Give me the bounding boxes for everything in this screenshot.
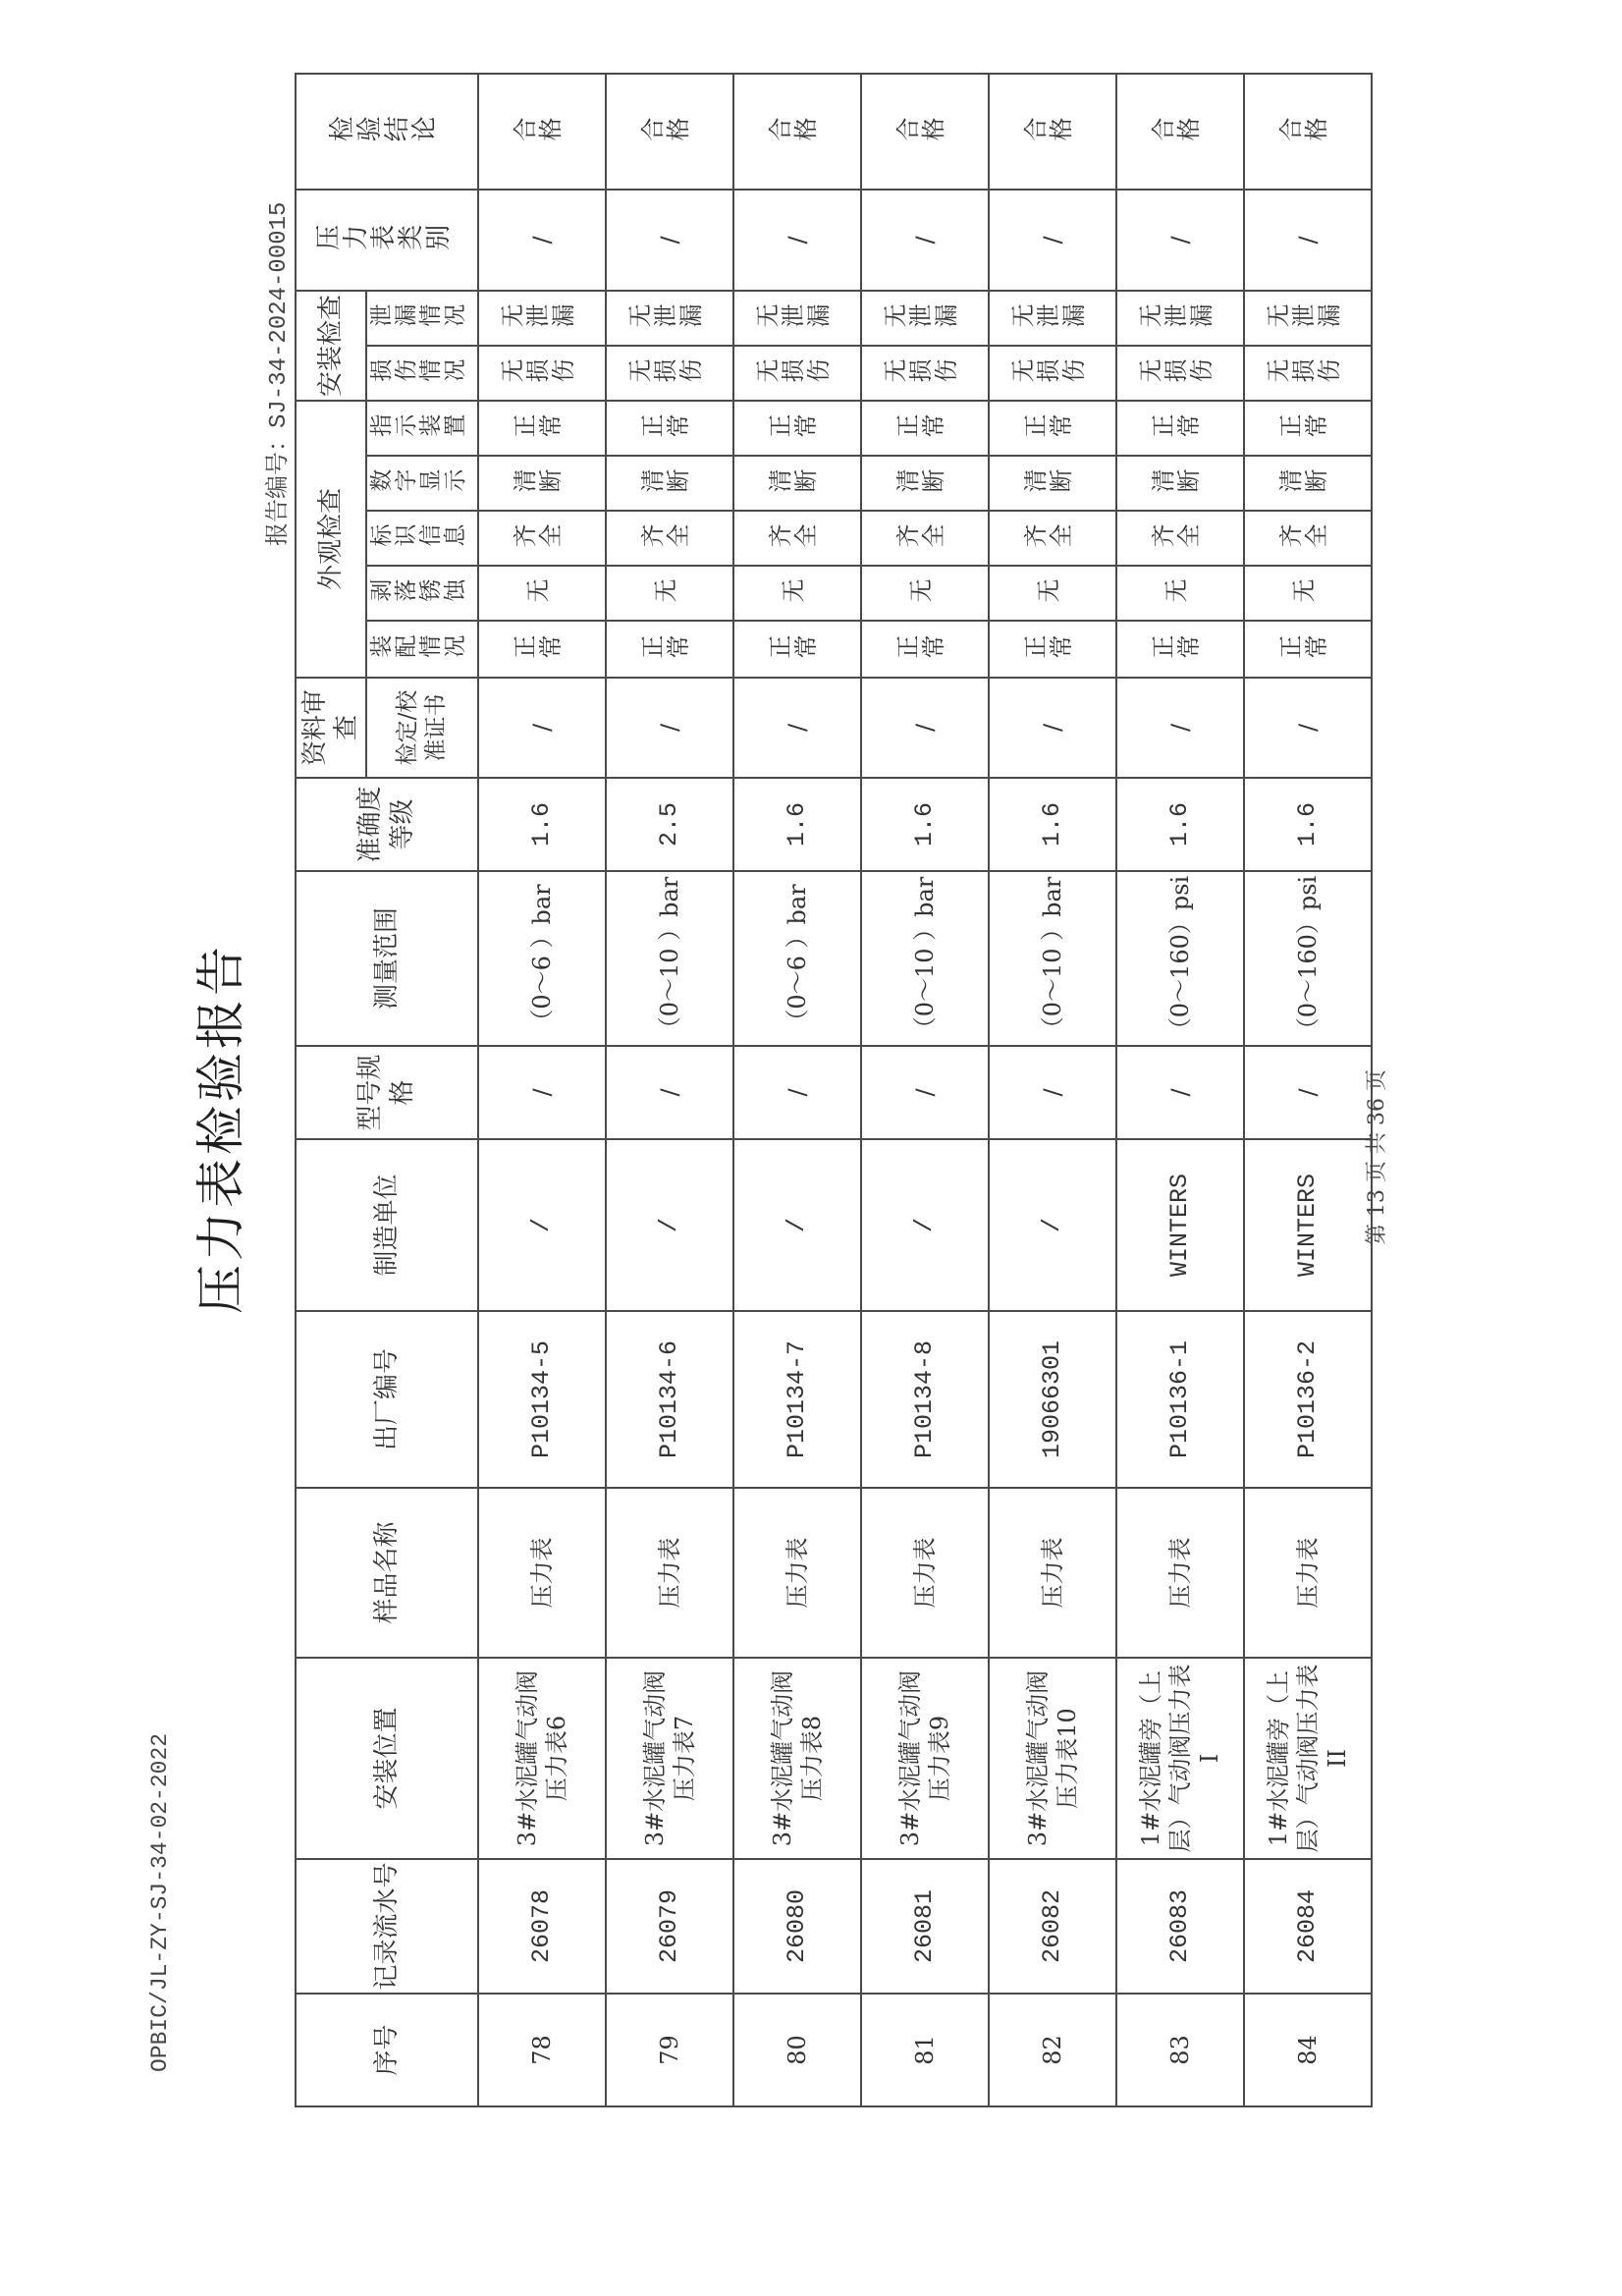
cell-marking: 齐全 bbox=[606, 511, 733, 566]
cell-doc-review: / bbox=[733, 678, 861, 778]
report-number bbox=[257, 202, 293, 546]
table-row bbox=[1116, 74, 1244, 2106]
cell-leak: 无泄漏 bbox=[606, 291, 733, 346]
cell-indicator: 正常 bbox=[733, 401, 861, 456]
cell-gauge-type: / bbox=[606, 190, 733, 291]
cell-assembly: 正常 bbox=[606, 621, 733, 678]
cell-range: （0～6 ）bar bbox=[733, 871, 861, 1046]
cell-accuracy: 1.6 bbox=[478, 778, 606, 871]
cell-sample-name: 压力表 bbox=[606, 1488, 733, 1658]
cell-indicator: 正常 bbox=[478, 401, 606, 456]
cell-record-no: 26084 bbox=[1244, 1859, 1372, 1994]
cell-sample-name: 压力表 bbox=[861, 1488, 989, 1658]
cell-factory-no: P10134-5 bbox=[478, 1311, 606, 1488]
cell-display: 清断 bbox=[478, 456, 606, 511]
col-accuracy: 准确度等级 bbox=[296, 778, 478, 871]
col-conclusion-label: 检验结论 bbox=[327, 116, 438, 146]
cell-factory-no: 19066301 bbox=[989, 1311, 1116, 1488]
cell-seq: 82 bbox=[989, 1994, 1116, 2106]
cell-manufacturer: / bbox=[861, 1139, 989, 1311]
cell-location: 3#水泥罐气动阀压力表10 bbox=[989, 1658, 1116, 1859]
cell-manufacturer: / bbox=[478, 1139, 606, 1311]
cell-record-no: 26078 bbox=[478, 1859, 606, 1994]
col-display: 数字显示 bbox=[366, 456, 478, 511]
col-location: 安装位置 bbox=[296, 1658, 478, 1859]
cell-assembly: 正常 bbox=[733, 621, 861, 678]
col-factory-no: 出厂编号 bbox=[296, 1311, 478, 1488]
cell-accuracy: 1.6 bbox=[861, 778, 989, 871]
cell-gauge-type: / bbox=[861, 190, 989, 291]
cell-indicator: 正常 bbox=[989, 401, 1116, 456]
cell-display: 清断 bbox=[989, 456, 1116, 511]
cell-seq: 81 bbox=[861, 1994, 989, 2106]
cell-indicator: 正常 bbox=[861, 401, 989, 456]
cell-sample-name: 压力表 bbox=[1244, 1488, 1372, 1658]
table-row bbox=[733, 74, 861, 2106]
cell-range: （0～160）psi bbox=[1116, 871, 1244, 1046]
cell-range: （0～160）psi bbox=[1244, 871, 1372, 1046]
col-damage: 损伤情况 bbox=[366, 346, 478, 401]
cell-display: 清断 bbox=[733, 456, 861, 511]
cell-sample-name: 压力表 bbox=[989, 1488, 1116, 1658]
report-number-label: 报告编号： bbox=[263, 428, 291, 546]
cell-seq: 79 bbox=[606, 1994, 733, 2106]
cell-gauge-type: / bbox=[478, 190, 606, 291]
cell-record-no: 26081 bbox=[861, 1859, 989, 1994]
cell-seq: 83 bbox=[1116, 1994, 1244, 2106]
cell-record-no: 26080 bbox=[733, 1859, 861, 1994]
cell-leak: 无泄漏 bbox=[478, 291, 606, 346]
cell-gauge-type: / bbox=[733, 190, 861, 291]
table-row bbox=[989, 74, 1116, 2106]
col-seq: 序号 bbox=[296, 1994, 478, 2106]
cell-location: 1#水泥罐旁（上层）气动阀压力表I bbox=[1116, 1658, 1244, 1859]
cell-model: / bbox=[733, 1046, 861, 1139]
cell-range: （0～10 ）bar bbox=[606, 871, 733, 1046]
cell-conclusion: 合格 bbox=[861, 74, 989, 190]
col-doc-review: 资料审查 bbox=[296, 678, 366, 778]
form-code: OPBIC/JL-ZY-SJ-34-02-2022 bbox=[147, 1732, 173, 2072]
cell-display: 清断 bbox=[606, 456, 733, 511]
page-number: 第 13 页 共 36 页 bbox=[1365, 1069, 1389, 1245]
table-row bbox=[478, 74, 606, 2106]
col-sample-name: 样品名称 bbox=[296, 1488, 478, 1658]
cell-damage: 无损伤 bbox=[478, 346, 606, 401]
cell-marking: 齐全 bbox=[861, 511, 989, 566]
cell-marking: 齐全 bbox=[1116, 511, 1244, 566]
cell-location: 3#水泥罐气动阀压力表6 bbox=[478, 1658, 606, 1859]
inspection-table bbox=[295, 73, 1373, 2107]
cell-marking: 齐全 bbox=[733, 511, 861, 566]
cell-accuracy: 1.6 bbox=[733, 778, 861, 871]
col-model: 型号规格 bbox=[296, 1046, 478, 1139]
report-number-value: SJ-34-2024-00015 bbox=[266, 201, 293, 428]
col-manufacturer: 制造单位 bbox=[296, 1139, 478, 1311]
cell-factory-no: P10136-1 bbox=[1116, 1311, 1244, 1488]
cell-gauge-type: / bbox=[1244, 190, 1372, 291]
col-assembly: 装配情况 bbox=[366, 621, 478, 678]
cell-manufacturer: WINTERS bbox=[1116, 1139, 1244, 1311]
cell-damage: 无损伤 bbox=[1116, 346, 1244, 401]
cell-doc-review: / bbox=[1244, 678, 1372, 778]
cell-corrosion: 无 bbox=[861, 566, 989, 621]
cell-marking: 齐全 bbox=[989, 511, 1116, 566]
cell-factory-no: P10134-6 bbox=[606, 1311, 733, 1488]
cell-indicator: 正常 bbox=[606, 401, 733, 456]
cell-seq: 84 bbox=[1244, 1994, 1372, 2106]
cell-marking: 齐全 bbox=[1244, 511, 1372, 566]
cell-assembly: 正常 bbox=[861, 621, 989, 678]
col-marking: 标识信息 bbox=[366, 511, 478, 566]
cell-damage: 无损伤 bbox=[606, 346, 733, 401]
cell-doc-review: / bbox=[478, 678, 606, 778]
cell-leak: 无泄漏 bbox=[1244, 291, 1372, 346]
cell-conclusion: 合格 bbox=[606, 74, 733, 190]
col-gauge-type bbox=[296, 190, 478, 291]
cell-sample-name: 压力表 bbox=[1116, 1488, 1244, 1658]
table-row bbox=[861, 74, 989, 2106]
cell-model: / bbox=[989, 1046, 1116, 1139]
cell-leak: 无泄漏 bbox=[989, 291, 1116, 346]
cell-model: / bbox=[606, 1046, 733, 1139]
cell-display: 清断 bbox=[861, 456, 989, 511]
cell-manufacturer: / bbox=[733, 1139, 861, 1311]
cell-factory-no: P10136-2 bbox=[1244, 1311, 1372, 1488]
page-title: 压力表检验报告 bbox=[192, 943, 249, 1314]
cell-record-no: 26083 bbox=[1116, 1859, 1244, 1994]
cell-doc-review: / bbox=[861, 678, 989, 778]
cell-seq: 80 bbox=[733, 1994, 861, 2106]
cell-display: 清断 bbox=[1244, 456, 1372, 511]
cell-factory-no: P10134-8 bbox=[861, 1311, 989, 1488]
cell-conclusion: 合格 bbox=[1244, 74, 1372, 190]
cell-corrosion: 无 bbox=[478, 566, 606, 621]
cell-location: 1#水泥罐旁（上层）气动阀压力表II bbox=[1244, 1658, 1372, 1859]
cell-seq: 78 bbox=[478, 1994, 606, 2106]
cell-conclusion: 合格 bbox=[989, 74, 1116, 190]
col-record-no: 记录流水号 bbox=[296, 1859, 478, 1994]
cell-manufacturer: WINTERS bbox=[1244, 1139, 1372, 1311]
col-corrosion: 剥落锈蚀 bbox=[366, 566, 478, 621]
cell-damage: 无损伤 bbox=[1244, 346, 1372, 401]
table-row bbox=[606, 74, 733, 2106]
cell-leak: 无泄漏 bbox=[733, 291, 861, 346]
cell-manufacturer: / bbox=[606, 1139, 733, 1311]
cell-accuracy: 2.5 bbox=[606, 778, 733, 871]
col-indicator: 指示装置 bbox=[366, 401, 478, 456]
cell-manufacturer: / bbox=[989, 1139, 1116, 1311]
cell-marking: 齐全 bbox=[478, 511, 606, 566]
cell-corrosion: 无 bbox=[1244, 566, 1372, 621]
cell-corrosion: 无 bbox=[1116, 566, 1244, 621]
col-doc-review-sub: 检定/校准证书 bbox=[366, 678, 478, 778]
cell-record-no: 26079 bbox=[606, 1859, 733, 1994]
cell-range: （0～6 ）bar bbox=[478, 871, 606, 1046]
table-row bbox=[1244, 74, 1372, 2106]
cell-conclusion: 合格 bbox=[733, 74, 861, 190]
cell-doc-review: / bbox=[606, 678, 733, 778]
cell-accuracy: 1.6 bbox=[1244, 778, 1372, 871]
col-range: 测量范围 bbox=[296, 871, 478, 1046]
cell-gauge-type: / bbox=[1116, 190, 1244, 291]
cell-assembly: 正常 bbox=[1116, 621, 1244, 678]
cell-damage: 无损伤 bbox=[733, 346, 861, 401]
cell-assembly: 正常 bbox=[989, 621, 1116, 678]
cell-doc-review: / bbox=[989, 678, 1116, 778]
cell-location: 3#水泥罐气动阀压力表8 bbox=[733, 1658, 861, 1859]
cell-range: （0～10 ）bar bbox=[861, 871, 989, 1046]
cell-location: 3#水泥罐气动阀压力表7 bbox=[606, 1658, 733, 1859]
cell-record-no: 26082 bbox=[989, 1859, 1116, 1994]
cell-accuracy: 1.6 bbox=[989, 778, 1116, 871]
cell-factory-no: P10134-7 bbox=[733, 1311, 861, 1488]
cell-sample-name: 压力表 bbox=[733, 1488, 861, 1658]
cell-leak: 无泄漏 bbox=[1116, 291, 1244, 346]
cell-display: 清断 bbox=[1116, 456, 1244, 511]
col-gauge-type-label: 压力表类别 bbox=[313, 225, 452, 255]
cell-corrosion: 无 bbox=[733, 566, 861, 621]
col-conclusion bbox=[296, 74, 478, 190]
cell-damage: 无损伤 bbox=[989, 346, 1116, 401]
cell-model: / bbox=[861, 1046, 989, 1139]
cell-accuracy: 1.6 bbox=[1116, 778, 1244, 871]
col-leak: 泄漏情况 bbox=[366, 291, 478, 346]
cell-conclusion: 合格 bbox=[1116, 74, 1244, 190]
cell-model: / bbox=[1116, 1046, 1244, 1139]
cell-conclusion: 合格 bbox=[478, 74, 606, 190]
cell-assembly: 正常 bbox=[1244, 621, 1372, 678]
cell-leak: 无泄漏 bbox=[861, 291, 989, 346]
cell-damage: 无损伤 bbox=[861, 346, 989, 401]
cell-sample-name: 压力表 bbox=[478, 1488, 606, 1658]
cell-corrosion: 无 bbox=[989, 566, 1116, 621]
col-install: 安装检查 bbox=[296, 291, 366, 401]
cell-model: / bbox=[478, 1046, 606, 1139]
cell-corrosion: 无 bbox=[606, 566, 733, 621]
cell-doc-review: / bbox=[1116, 678, 1244, 778]
cell-location: 3#水泥罐气动阀压力表9 bbox=[861, 1658, 989, 1859]
cell-range: （0～10 ）bar bbox=[989, 871, 1116, 1046]
cell-model: / bbox=[1244, 1046, 1372, 1139]
cell-indicator: 正常 bbox=[1244, 401, 1372, 456]
table-header-row bbox=[296, 74, 366, 2106]
cell-gauge-type: / bbox=[989, 190, 1116, 291]
col-appearance: 外观检查 bbox=[296, 401, 366, 678]
cell-indicator: 正常 bbox=[1116, 401, 1244, 456]
cell-assembly: 正常 bbox=[478, 621, 606, 678]
